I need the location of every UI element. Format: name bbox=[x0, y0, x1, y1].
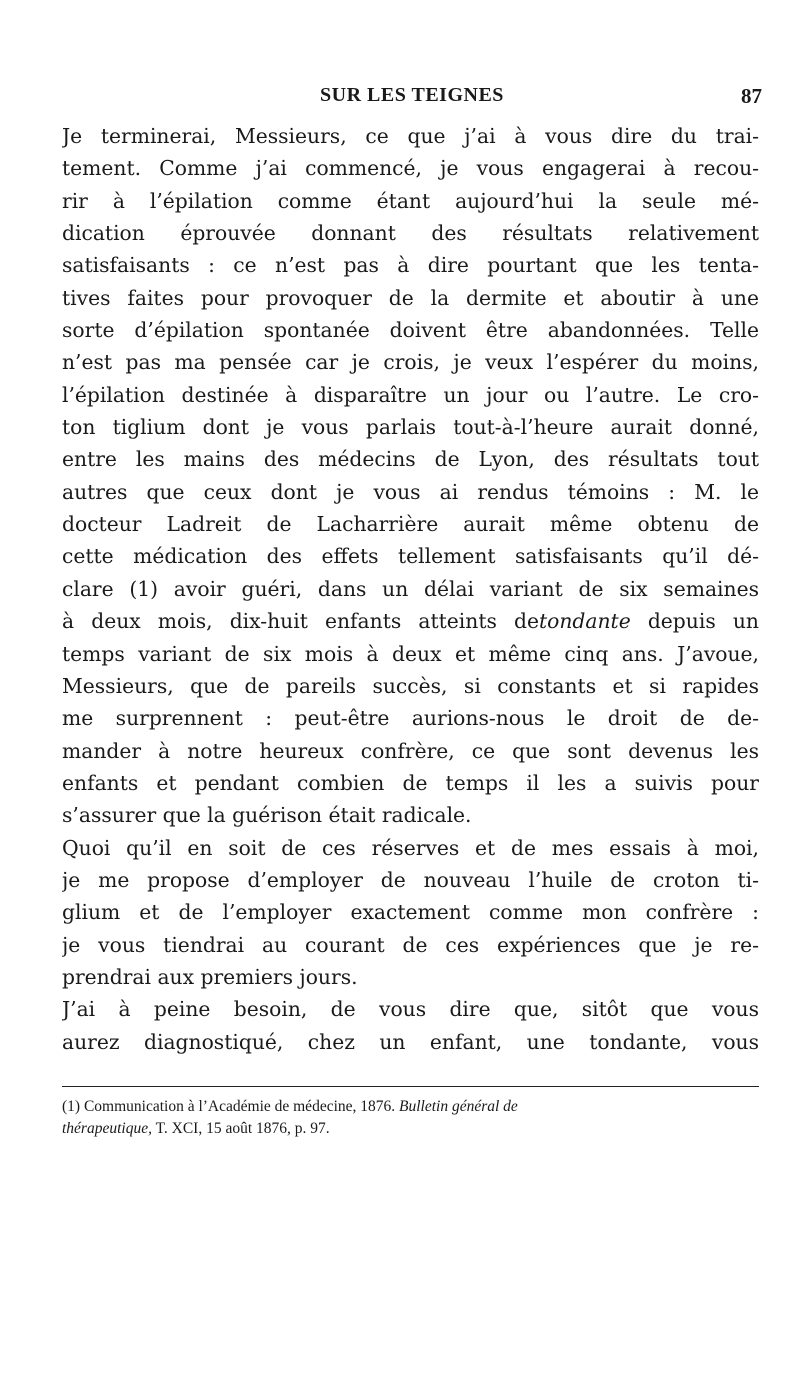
text-line: J’ai à peine besoin, de vous dire que, sitôt que vous bbox=[62, 997, 759, 1022]
text-line: n’est pas ma pensée car je crois, je veux l’espérer du moins, bbox=[62, 350, 759, 375]
page-header bbox=[62, 84, 762, 114]
footnote-journal-cont: thérapeutique, bbox=[62, 1120, 152, 1137]
text-line: glium et de l’employer exactement comme mon confrère : bbox=[62, 900, 759, 925]
text-line: s’assurer que la guérison était radicale. bbox=[62, 803, 472, 828]
text-line: satisfaisants : ce n’est pas à dire pourtant que les tenta- bbox=[62, 253, 759, 278]
text-line: l’épilation destinée à disparaître un jour ou l’autre. Le cro- bbox=[62, 382, 759, 407]
text-line: rir à l’épilation comme étant aujourd’hui la seule mé- bbox=[62, 188, 759, 213]
text-line: sorte d’épilation spontanée doivent être abandonnées. Telle bbox=[62, 318, 759, 343]
text-line: dication éprouvée donnant des résultats relativement bbox=[62, 221, 759, 246]
text-line: Quoi qu’il en soit de ces réserves et de mes essais à moi, bbox=[62, 835, 759, 860]
text-line: mander à notre heureux confrère, ce que sont devenus les bbox=[62, 738, 759, 763]
text-line: tives faites pour provoquer de la dermite et aboutir à une bbox=[62, 285, 759, 310]
text-line: je me propose d’employer de nouveau l’huile de croton ti- bbox=[62, 867, 759, 892]
text-line: enfants et pendant combien de temps il les a suivis pour bbox=[62, 770, 759, 795]
italic-term: tondante bbox=[538, 609, 631, 634]
page-number: 87 bbox=[741, 84, 762, 108]
text-line: clare (1) avoir guéri, dans un délai variant de six semaines bbox=[62, 576, 759, 601]
footnote-line bbox=[62, 1118, 759, 1140]
text-line: me surprennent : peut-être aurions-nous le droit de de- bbox=[62, 706, 759, 731]
footnote bbox=[62, 1096, 759, 1140]
text-line: docteur Ladreit de Lacharrière aurait même obtenu de bbox=[62, 512, 759, 537]
body-text bbox=[62, 120, 759, 1058]
footnote-text: (1) Communication à l’Académie de médecine, 1876. bbox=[62, 1098, 400, 1115]
footnote-text-tail: T. XCI, 15 août 1876, p. 97. bbox=[151, 1120, 330, 1137]
text-line: entre les mains des médecins de Lyon, des résultats tout bbox=[62, 447, 759, 472]
footnote-rule bbox=[62, 1086, 759, 1087]
text-line: ton tiglium dont je vous parlais tout-à-l’heure aurait donné, bbox=[62, 415, 759, 440]
text-line: tement. Comme j’ai commencé, je vous engagerai à recou- bbox=[62, 156, 759, 181]
text-line: cette médication des effets tellement satisfaisants qu’il dé- bbox=[62, 544, 759, 569]
text-segment: à deux mois, dix-huit enfants atteints de bbox=[62, 609, 539, 634]
footnote-line bbox=[62, 1096, 759, 1118]
text-line: Messieurs, que de pareils succès, si constants et si rapides bbox=[62, 673, 759, 698]
text-line: prendrai aux premiers jours. bbox=[62, 964, 358, 989]
running-title: SUR LES TEIGNES bbox=[320, 84, 504, 106]
text-segment: depuis un bbox=[630, 609, 759, 634]
text-line: autres que ceux dont je vous ai rendus témoins : M. le bbox=[62, 479, 759, 504]
text-line: Je terminerai, Messieurs, ce que j’ai à vous dire du trai- bbox=[62, 124, 759, 148]
text-line-mixed bbox=[62, 605, 759, 637]
text-line: temps variant de six mois à deux et même cinq ans. J’avoue, bbox=[62, 641, 759, 666]
footnote-journal: Bulletin général de bbox=[399, 1098, 518, 1115]
text-line: je vous tiendrai au courant de ces expériences que je re- bbox=[62, 932, 759, 957]
text-line: aurez diagnostiqué, chez un enfant, une tondante, vous bbox=[62, 1029, 759, 1054]
